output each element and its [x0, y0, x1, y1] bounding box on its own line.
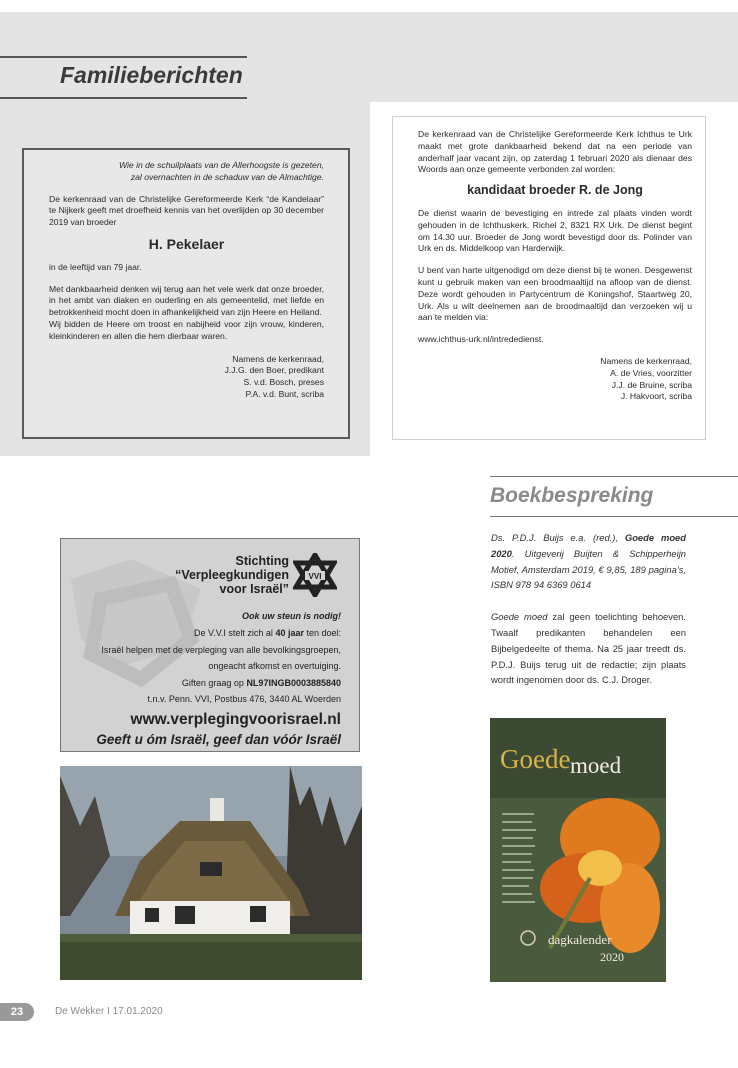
boek-rule-top: [490, 476, 738, 477]
obituary-name: H. Pekelaer: [148, 235, 225, 252]
ad-line6: t.n.v. Penn. VVI, Postbus 476, 3440 AL Woerden: [147, 694, 341, 704]
obituary-quote-line1: Wie in de schuilplaats van de Allerhoogste is gezeten,: [118, 160, 324, 170]
citation-year: 2020: [491, 547, 512, 559]
ad-line5-b: NL97INGB0003885840: [246, 678, 341, 688]
page-number: 23: [0, 1003, 34, 1021]
section-title-familieberichten: Familieberichten: [60, 62, 243, 88]
obituary-sign4: P.A. v.d. Bunt, scriba: [245, 388, 324, 399]
announcement-sign4: J. Hakvoort, scriba: [620, 391, 692, 402]
announcement-body2: U bent van harte uitgenodigd om deze dienst bij te wonen. Desgewenst kunt u gebruik maken van een broodmaaltijd na afloop van de dienst. Deze wordt gehouden in Partycentrum de Koningshof, Staartweg 20, Urk. Als u wilt deelnemen aan de broodmaaltijd dan verzoeken wij u aan te melden via:: [418, 265, 692, 323]
cover-title-moed: moed: [570, 753, 622, 778]
obituary-sign3: S. v.d. Bosch, preses: [243, 377, 324, 388]
ad-line5: [182, 678, 341, 688]
review-body: zal geen toelichting behoeven. Twaalf predikanten behandelen een Bijbelgedeelte of thema. Na 25 jaar treedt ds. P.D.J. Buijs terug uit de redactie; zijn plaats wordt ingenomen door ds. C.J. Droger.: [491, 611, 686, 686]
cover-sub-year: 2020: [600, 950, 624, 964]
vvi-advertisement: [60, 538, 360, 752]
star-of-david-logo: [293, 553, 337, 597]
cover-sub-dagkalender: dagkalender: [548, 932, 612, 947]
ad-slogan: Geeft u óm Israël, geef dan vóór Israël: [96, 732, 341, 747]
review-title: Goede moed: [491, 611, 548, 623]
announcement-sign2: A. de Vries, voorzitter: [610, 367, 692, 378]
citation-title: Goede moed: [624, 532, 686, 543]
ad-line3: Israël helpen met de verpleging van alle bevolkingsgroepen,: [101, 645, 341, 655]
ad-url[interactable]: www.verplegingvoorisrael.nl: [130, 711, 341, 728]
obituary-body2: Wij bidden de Heere om troost en nabijheid voor zijn vrouw, kinderen, kleinkinderen en allen die hem dierbaar waren.: [49, 318, 324, 341]
announcement-notice: [392, 116, 706, 440]
book-citation: [491, 530, 686, 593]
house-photo-image: [60, 766, 362, 980]
house-photo: [60, 766, 362, 980]
section-title-boekbespreking: Boekbespreking: [490, 484, 654, 507]
announcement-sign3: J.J. de Bruine, scriba: [611, 379, 692, 390]
citation-rest: . Uitgeverij Buijten & Schipperheijn Motief, Amsterdam 2019, € 9,85, 189 pagina’s, ISBN 978 94 6369 0614: [491, 547, 686, 591]
title-rule-bottom: [0, 97, 247, 99]
announcement-intro: De kerkenraad van de Christelijke Gereformeerde Kerk Ichthus te Urk maakt met grote dankbaarheid bekend dat na een periode van anderhalf jaar vacant zijn, op zaterdag 1 februari 2020 als dienaar des Woords aan onze gemeente verbonden zal worden:: [418, 129, 692, 175]
ad-line5-a: Giften graag op: [181, 678, 247, 688]
ad-line2: [194, 628, 341, 638]
obituary-notice: [22, 148, 350, 439]
obituary-quote-line2: zal overnachten in de schaduw van de Almachtige.: [130, 171, 324, 182]
ad-line1: Ook uw steun is nodig!: [242, 611, 341, 621]
ad-line2-b: 40 jaar: [275, 628, 304, 638]
ad-org-line1: Stichting: [235, 554, 289, 568]
boek-rule-bottom: [490, 516, 738, 517]
ad-line2-a: De V.V.I stelt zich al: [194, 628, 276, 638]
book-review-text: [491, 609, 686, 688]
announcement-body1: De dienst waarin de bevestiging en intrede zal plaats vinden wordt gehouden in de Ichthuskerk, Richel 2, 8321 RX Urk. De dienst begint om 14.30 uur. Broeder de Jong wordt bevestigd door ds. Polinder van Urk en ds. Middelkoop van Harderwijk.: [418, 207, 692, 254]
book-cover: [490, 718, 666, 982]
obituary-sign1: Namens de kerkenraad,: [232, 353, 324, 364]
ad-org-line3: voor Israël”: [219, 582, 289, 596]
announcement-sign1: Namens de kerkenraad,: [600, 355, 692, 366]
obituary-sign2: J.J.G. den Boer, predikant: [224, 365, 324, 376]
title-rule-top: [0, 56, 247, 58]
logo-text: VVI: [308, 572, 322, 581]
announcement-link[interactable]: www.ichthus-urk.nl/intrededienst.: [418, 334, 544, 345]
obituary-intro: De kerkenraad van de Christelijke Gereformeerde Kerk “de Kandelaar” te Nijkerk geeft met droefheid kennis van het overlijden op 30 december 2019 van broeder: [49, 193, 324, 228]
ad-org-line2: “Verpleegkundigen: [175, 568, 289, 582]
footer-publication: De Wekker I 17.01.2020: [55, 1006, 163, 1017]
obituary-age: in de leeftijd van 79 jaar.: [49, 261, 142, 272]
obituary-body1: Met dankbaarheid denken wij terug aan het vele werk dat onze broeder, in het ambt van diaken en ouderling en als gemeentelid, met liefde en betrokkenheid mocht doen in afhankelijkheid van zijn Heere en Heiland.: [49, 283, 324, 318]
book-review: [491, 530, 686, 688]
announcement-name: kandidaat broeder R. de Jong: [467, 183, 643, 198]
citation-prefix: Ds. P.D.J. Buijs e.a. (red.),: [491, 532, 625, 543]
ad-line4: ongeacht afkomst en overtuiging.: [208, 661, 341, 671]
book-cover-image: [490, 718, 666, 982]
ad-line2-c: ten doel:: [303, 628, 341, 638]
cover-title-goede: Goede: [500, 744, 571, 774]
